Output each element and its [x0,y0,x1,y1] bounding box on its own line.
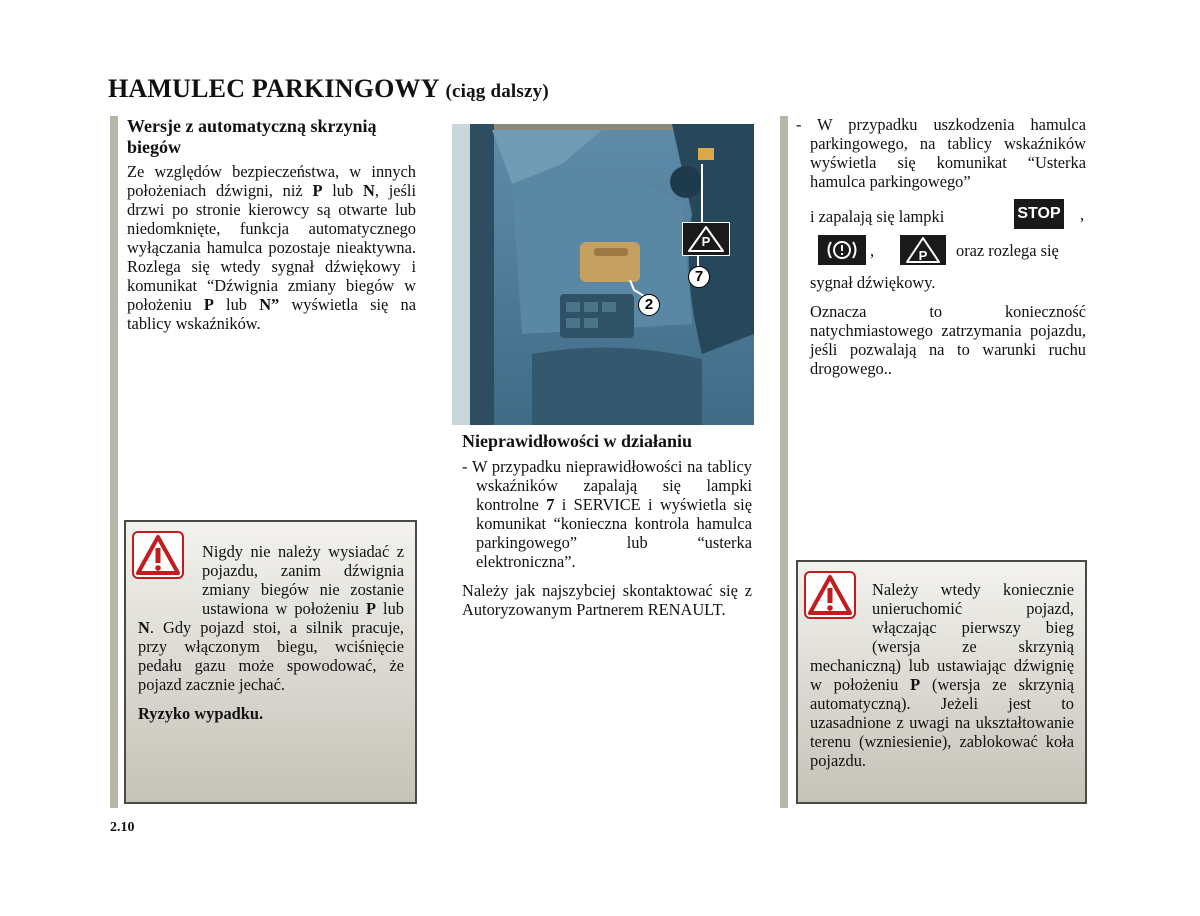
warning-box-1 [124,520,417,804]
text-run: wyświetla się na tablicy wskaźników. [127,295,417,333]
text-run: oraz rozlega się [956,241,1059,260]
text-run: lub [213,295,260,314]
stop-vehicle-text: Oznacza to konieczność natychmiastowego zatrzymania pojazdu, jeśli pozwalają na to warunki ruchu drogowego.. [810,302,1086,378]
right-column-bar [780,116,788,808]
text-run: Ze względów bezpieczeństwa, w innych położeniach dźwigni, niż [127,162,416,200]
text-run: Nigdy nie należy wysiadać z pojazdu, zanim dźwignia zmiany biegów nie zostanie ustawiona w położeniu [202,542,404,618]
parking-lamp-callout [682,222,730,256]
left-column-bar [110,116,118,808]
text-run: , [1080,205,1085,224]
text-run: N [138,618,150,637]
text-run: i zapalają się lampki [810,207,945,226]
text-run: , jeśli drzwi po stronie kierowcy są otwarte lub niedomknięte, funkcja automatycznego wyłączania hamulca pozostaje nieaktywna. Rozlega się wtedy sygnał dźwiękowy i komunikat “Dźwignia zmiany biegów w położeniu [127,181,417,314]
acoustic-signal-text: sygnał dźwiękowy. [810,273,936,292]
page-title [108,74,549,104]
text-run: lub [376,599,404,618]
text-run: i SERVICE i wyświetla się komunikat “konieczna kontrola hamulca parkingowego” lub “usterka elektroniczna”. [476,495,752,571]
dashboard-photo [452,124,754,425]
text-run: , [870,241,875,260]
right-text [796,115,1086,378]
lamps-line-1 [796,199,1086,233]
stop-lamp-icon: STOP [1014,199,1064,229]
title-main: HAMULEC PARKINGOWY [108,74,439,103]
warning-1-text [138,542,404,723]
text-run: Należy wtedy koniecznie unieruchomić pojazd, włączając pierwszy bieg (wersja ze skrzynią mechaniczną) lub ustawiając dźwignię w położeniu [810,580,1074,694]
text-run: - W przypadku nieprawidłowości na tablicy wskaźników zapalają się lampki kontrolne [462,457,752,514]
callout-2: 2 [638,294,660,316]
text-run: lub [322,181,363,200]
warning-box-2 [796,560,1087,804]
lamp-letter: P [918,248,928,263]
malfunction-bullet [462,457,752,571]
text-run: 7 [546,495,555,514]
text-run: P [312,181,323,200]
text-run: . Gdy pojazd stoi, a silnik pracuje, przy włączonym biegu, wciśnięcie pedału gazu może spowodować, że pojazd zacznie jechać. [138,618,404,694]
contact-dealer-text: Należy jak najszybciej skontaktować się z Autoryzowanym Partnerem RENAULT. [462,581,752,619]
section-heading-malfunctions: Nieprawidłowości w działaniu [462,431,693,451]
text-run: (wersja ze skrzynią automatyczną). Jeżeli jest to uzasadnione z uwagi na ukształtowanie terenu (wzniesienie), zablokować koła pojazdu. [810,675,1074,770]
middle-text [462,457,752,629]
lamp-letter: P [701,234,711,249]
accident-risk-text: Ryzyko wypadku. [138,704,264,723]
page-number: 2.10 [110,820,135,835]
text-run: N” [259,295,280,314]
left-paragraph [127,162,416,333]
text-run: P [910,675,921,694]
callout-7: 7 [688,266,710,288]
lamps-line-2 [796,233,1086,267]
brake-warning-lamp-icon [818,235,866,265]
warning-2-text [810,580,1074,770]
text-run: P [366,599,377,618]
text-run: N [362,181,375,200]
text-run: P [203,295,214,314]
parking-brake-lamp-icon [900,235,946,265]
failure-bullet: - W przypadku uszkodzenia hamulca parkingowego, na tablicy wskaźników wyświetla się komunikat “Usterka hamulca parkingowego” [796,115,1086,191]
title-subtitle: (ciąg dalszy) [445,81,549,102]
section-heading-automatic: Wersje z automatyczną skrzynią biegów [127,116,377,157]
